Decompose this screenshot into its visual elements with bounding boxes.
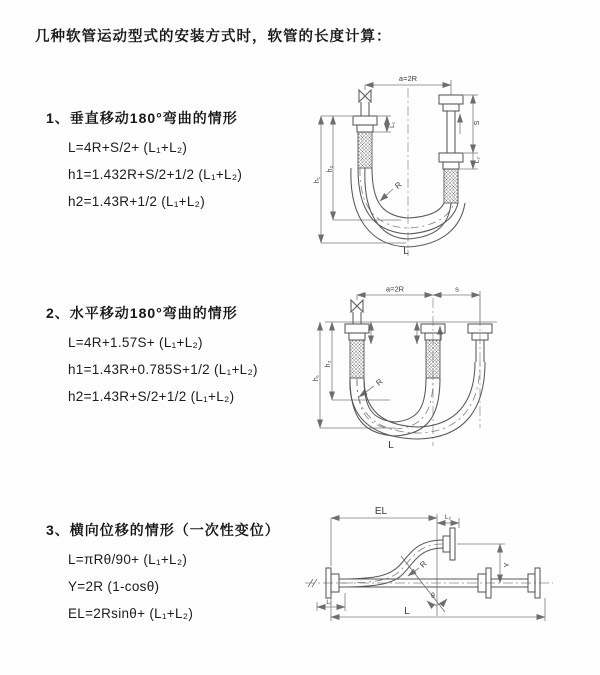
- section-2-heading: 2、水平移动180°弯曲的情形: [46, 305, 238, 321]
- dim-label-y: Y: [502, 562, 511, 568]
- dim-label-s: s: [455, 284, 459, 294]
- dim-label-h1: h₁: [314, 176, 321, 184]
- dim-label-el: EL: [374, 506, 388, 517]
- formula-el: EL=2Rsinθ+ (L₁+L₂): [68, 606, 194, 621]
- right-pipe-fitting: [439, 95, 463, 203]
- dim-label-h2: h₂: [327, 165, 334, 173]
- formula-y: Y=2R (1-cosθ): [68, 579, 160, 594]
- section-2-formulas: [46, 329, 316, 410]
- dim-label-l: L: [404, 606, 410, 617]
- dim-label-l1: L₁: [326, 600, 332, 606]
- dim-label-h1: h₁: [313, 374, 320, 382]
- formula-l: L=πRθ/90+ (L₁+L₂): [68, 552, 188, 567]
- formula-h1: h1=1.43R+0.785S+1/2 (L₁+L₂): [68, 362, 258, 377]
- dim-label-r: R: [393, 180, 404, 191]
- section-2: [46, 303, 316, 410]
- middle-pipe-fitting: [421, 324, 445, 378]
- braided-hose-section: [444, 169, 458, 203]
- hose-bend-curves-position1: [350, 378, 440, 436]
- formula-h1: h1=1.432R+S/2+1/2 (L₁+L₂): [68, 167, 243, 182]
- dim-label-r: R: [374, 377, 385, 388]
- dim-label-l: L: [403, 246, 409, 257]
- dim-label-l2: L₂: [474, 156, 481, 164]
- dim-label-l: L: [388, 440, 394, 451]
- dim-label-r: R: [418, 559, 429, 570]
- braided-hose-section: [358, 132, 372, 168]
- dim-label-a2r: a=2R: [385, 284, 405, 294]
- section-1: [46, 108, 316, 215]
- section-3-heading: 3、横向位移的情形（一次性变位）: [46, 522, 280, 538]
- formula-l: L=4R+1.57S+ (L₁+L₂): [68, 335, 203, 350]
- braided-hose-section: [426, 340, 440, 378]
- left-pipe-fitting: [353, 102, 377, 168]
- formula-h2: h2=1.43R+S/2+1/2 (L₁+L₂): [68, 389, 235, 404]
- dim-label-a2r: a=2R: [398, 74, 418, 83]
- formula-h2: h2=1.43R+1/2 (L₁+L₂): [68, 194, 206, 209]
- dim-label-s: S: [474, 120, 481, 126]
- section-1-formulas: [46, 134, 316, 215]
- dimension-lines: [320, 291, 497, 428]
- diagram-vertical-180-bend: [303, 64, 583, 259]
- dim-label-l1: L₁: [389, 122, 396, 128]
- dim-label-theta: θ: [431, 593, 435, 600]
- hose-displaced-position: [339, 528, 455, 587]
- formula-l: L=4R+S/2+ (L₁+L₂): [68, 140, 188, 155]
- section-3: [46, 520, 316, 627]
- section-3-formulas: [46, 546, 316, 627]
- valve-icon: [351, 300, 363, 312]
- dim-label-l2: L₂: [444, 514, 452, 521]
- hose-bend-curves-position2: [350, 362, 485, 439]
- diagram-horizontal-180-bend: [300, 278, 600, 453]
- valve-icon: [359, 90, 371, 102]
- page-title: 几种软管运动型式的安装方式时，软管的长度计算：: [35, 29, 392, 45]
- diagram-lateral-displacement: [295, 498, 595, 653]
- dim-label-h2: h₂: [325, 360, 332, 368]
- section-1-heading: 1、垂直移动180°弯曲的情形: [46, 110, 238, 126]
- braided-hose-section: [350, 340, 364, 378]
